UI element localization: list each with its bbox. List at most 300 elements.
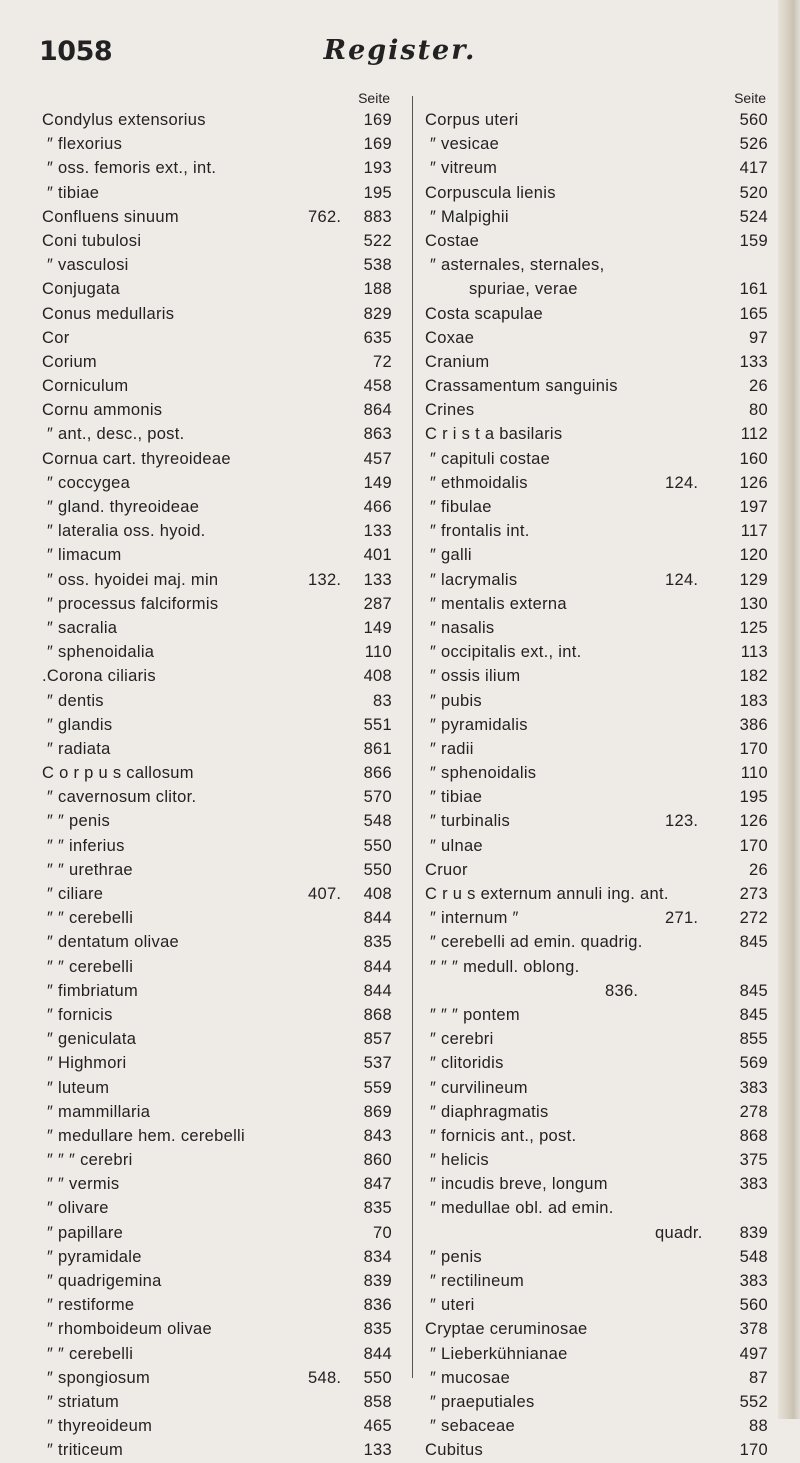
index-entry	[42, 1051, 392, 1075]
entry-page-number: 383	[739, 1078, 768, 1097]
entry-page-number: 169	[363, 111, 392, 129]
entry-page-number: 149	[363, 473, 392, 492]
entry-page-number: 570	[363, 788, 392, 807]
entry-term: C r u s externum annuli ing. ant.	[425, 885, 669, 903]
entry-term: ″ Lieberkühnianae	[430, 1344, 568, 1363]
entry-term: ″ ethmoidalis	[430, 473, 528, 492]
entry-page-number: 835	[363, 933, 392, 952]
index-entry	[425, 640, 768, 664]
index-entry	[42, 1414, 392, 1438]
index-entry	[42, 592, 392, 616]
entry-term: ″ penis	[430, 1247, 482, 1266]
index-entry	[42, 326, 392, 350]
entry-page-number: 864	[363, 401, 392, 420]
entry-term: ″ mammillaria	[47, 1102, 151, 1121]
entry-term: ″ fibulae	[430, 498, 492, 516]
index-entry	[42, 689, 392, 713]
entry-page-number: 386	[739, 715, 768, 734]
entry-page-number: 635	[363, 328, 392, 347]
entry-page-number: 272	[739, 909, 768, 928]
entry-page-number: 839	[739, 1223, 768, 1242]
entry-page-number: 170	[739, 739, 768, 758]
entry-page-number: 133	[363, 522, 392, 541]
entry-term: ″ sacralia	[47, 618, 118, 637]
right-column	[425, 88, 768, 1463]
entry-page-number: 113	[740, 643, 768, 662]
entry-page-number: 125	[739, 618, 768, 637]
entry-term: ″ dentis	[47, 691, 104, 710]
entry-page-number: 845	[739, 933, 768, 952]
entry-term: ″ ″ ″ pontem	[430, 1005, 520, 1024]
entry-page-number: 401	[363, 546, 392, 565]
index-entry	[425, 955, 768, 979]
index-entry	[42, 955, 392, 979]
index-entry	[425, 930, 768, 954]
index-entry	[42, 253, 392, 277]
entry-page-number: 375	[739, 1151, 768, 1170]
entry-start-page: 407.	[308, 885, 342, 903]
entry-page-number: 383	[739, 1272, 768, 1290]
index-entry	[42, 1317, 392, 1341]
index-entry	[425, 592, 768, 616]
entry-page-number: 182	[739, 667, 768, 686]
index-entry	[42, 906, 392, 930]
index-entry	[42, 1100, 392, 1124]
index-entry	[425, 1245, 768, 1269]
entry-term: ″ luteum	[47, 1078, 110, 1097]
index-entry	[42, 471, 392, 495]
page-number: 1058	[39, 36, 113, 67]
entry-term: ″ ossis ilium	[430, 667, 521, 686]
entry-term: ″ radii	[430, 739, 474, 758]
entry-page-number: 130	[739, 594, 768, 613]
index-entry	[425, 374, 768, 398]
column-divider	[412, 96, 413, 1378]
index-entry	[42, 1196, 392, 1220]
entry-term: quadr.	[655, 1223, 703, 1242]
entry-term: ″ oss. hyoidei maj. min	[47, 570, 219, 589]
index-entry	[42, 882, 392, 906]
entry-page-number: 273	[739, 885, 768, 903]
index-entry	[42, 374, 392, 398]
entry-page-number: 550	[363, 860, 392, 879]
index-entry	[425, 616, 768, 640]
entry-term: ″ ″ penis	[47, 812, 110, 831]
index-entry	[425, 302, 768, 326]
entry-page-number: 522	[363, 231, 392, 250]
index-entry	[425, 326, 768, 350]
index-entry	[42, 519, 392, 543]
entry-page-number: 858	[363, 1392, 392, 1411]
index-entry	[42, 1124, 392, 1148]
entry-term: ″ helicis	[430, 1151, 489, 1170]
entry-term: Cor	[42, 328, 70, 347]
entry-start-page: 124.	[665, 570, 699, 589]
entry-term: ″ lateralia oss. hyoid.	[47, 522, 206, 541]
index-entry	[425, 858, 768, 882]
index-entry	[425, 979, 768, 1003]
entry-term: ″ radiata	[47, 739, 111, 758]
entry-term: ″ tibiae	[47, 183, 100, 202]
entry-term: ″ uteri	[430, 1296, 475, 1315]
index-entry	[42, 108, 392, 132]
index-entry	[42, 1172, 392, 1196]
index-entry	[425, 229, 768, 253]
entry-term: ″ processus falciformis	[47, 594, 219, 613]
entry-page-number: 129	[739, 570, 768, 589]
index-entry	[425, 1196, 768, 1220]
entry-term: Condylus extensorius	[42, 111, 206, 129]
entry-term: Coni tubulosi	[42, 231, 142, 250]
index-entry	[42, 229, 392, 253]
index-entry	[425, 447, 768, 471]
index-entry	[42, 785, 392, 809]
index-entry	[425, 1438, 768, 1462]
entry-page-number: 526	[739, 135, 768, 154]
index-entry	[42, 858, 392, 882]
index-entry	[42, 1293, 392, 1317]
entry-term: ″ limacum	[47, 546, 122, 565]
entry-page-number: 378	[739, 1320, 768, 1339]
entry-term: ″ lacrymalis	[430, 570, 518, 589]
index-entry	[42, 616, 392, 640]
entry-start-page: 271.	[665, 909, 699, 928]
entry-page-number: 458	[363, 377, 392, 396]
index-entry	[42, 495, 392, 519]
entry-term: ″ vesicae	[430, 135, 500, 154]
entry-term: ″ praeputiales	[430, 1392, 535, 1411]
index-entry	[425, 1051, 768, 1075]
entry-term: ″ turbinalis	[430, 812, 511, 831]
right-index-list	[425, 108, 768, 1463]
entry-page-number: 126	[739, 812, 768, 831]
entry-page-number: 133	[363, 570, 392, 589]
entry-page-number: 834	[363, 1247, 392, 1266]
entry-term: ″ occipitalis ext., int.	[430, 643, 582, 662]
entry-page-number: 466	[363, 498, 392, 516]
entry-term: Corpus uteri	[425, 111, 519, 129]
entry-term: ″ ant., desc., post.	[47, 425, 185, 444]
index-entry	[42, 156, 392, 180]
entry-page-number: 188	[363, 280, 392, 299]
index-entry	[425, 1269, 768, 1293]
index-entry	[42, 447, 392, 471]
entry-page-number: 133	[739, 352, 768, 371]
entry-term: ″ cerebelli ad emin. quadrig.	[430, 933, 643, 952]
entry-page-number: 844	[363, 957, 392, 976]
seite-label: Seite	[358, 90, 390, 106]
index-entry	[425, 398, 768, 422]
index-entry	[425, 809, 768, 833]
index-entry	[425, 543, 768, 567]
index-entry	[425, 1390, 768, 1414]
entry-term: ″ pyramidalis	[430, 715, 528, 734]
entry-term: ″ dentatum olivae	[47, 933, 180, 952]
entry-term: ″ curvilineum	[430, 1078, 528, 1097]
entry-term: ″ ″ inferius	[47, 836, 125, 855]
entry-term: C r i s t a basilaris	[425, 425, 563, 444]
index-entry	[425, 495, 768, 519]
entry-term: ″ Malpighii	[430, 207, 509, 226]
index-entry	[425, 108, 768, 132]
entry-term: Corniculum	[42, 377, 129, 396]
index-entry	[425, 422, 768, 446]
entry-term: Confluens sinuum	[42, 207, 179, 226]
entry-page-number: 83	[373, 691, 392, 710]
index-entry	[425, 568, 768, 592]
entry-term: ″ ″ cerebelli	[47, 957, 134, 976]
index-entry	[425, 689, 768, 713]
index-entry	[42, 761, 392, 785]
index-entry	[425, 1027, 768, 1051]
entry-term: ″ asternales, sternales,	[430, 256, 605, 275]
entry-term: ″ fornicis	[47, 1005, 113, 1024]
entry-term: ″ gland. thyreoideae	[47, 498, 200, 516]
index-entry	[425, 906, 768, 930]
entry-term: ″ ″ urethrae	[47, 860, 133, 879]
entry-term: ″ vitreum	[430, 159, 498, 178]
index-entry	[42, 543, 392, 567]
entry-term: ″ ″ cerebelli	[47, 1344, 134, 1363]
index-entry	[42, 1366, 392, 1390]
index-entry	[425, 1342, 768, 1366]
entry-page-number: 866	[363, 764, 392, 783]
index-entry	[425, 350, 768, 374]
entry-term: ″ ″ ″ cerebri	[47, 1151, 133, 1170]
index-entry	[425, 1221, 768, 1245]
entry-page-number: 847	[363, 1175, 392, 1194]
index-entry	[425, 253, 768, 277]
index-entry	[425, 785, 768, 809]
entry-term: ″ triticeum	[47, 1441, 124, 1460]
entry-page-number: 26	[749, 377, 768, 396]
entry-page-number: 550	[363, 836, 392, 855]
entry-term: ″ medullare hem. cerebelli	[47, 1126, 245, 1145]
entry-page-number: 550	[363, 1368, 392, 1387]
entry-term: ″ sphenoidalis	[430, 764, 537, 783]
running-head: Register.	[323, 35, 477, 66]
entry-page-number: 72	[373, 352, 392, 371]
index-entry	[42, 302, 392, 326]
entry-page-number: 70	[373, 1223, 392, 1242]
entry-term: spuriae, verae	[469, 280, 578, 299]
index-entry	[425, 1293, 768, 1317]
index-entry	[42, 1003, 392, 1027]
entry-start-page: 124.	[665, 473, 699, 492]
entry-page-number: 26	[749, 860, 768, 879]
entry-term: ″ fimbriatum	[47, 981, 139, 1000]
entry-page-number: 465	[363, 1417, 392, 1436]
entry-page-number: 860	[363, 1151, 392, 1170]
entry-page-number: 112	[740, 425, 768, 444]
index-entry	[42, 205, 392, 229]
left-index-list	[42, 108, 392, 1463]
index-entry	[425, 664, 768, 688]
entry-page-number: 149	[363, 618, 392, 637]
index-entry	[42, 737, 392, 761]
entry-page-number: 869	[363, 1102, 392, 1121]
entry-page-number: 844	[363, 909, 392, 928]
index-entry	[425, 834, 768, 858]
entry-term: Costa scapulae	[425, 304, 543, 323]
entry-page-number: 88	[749, 1417, 768, 1436]
index-entry	[425, 181, 768, 205]
entry-term: ″ galli	[430, 546, 472, 565]
index-entry	[425, 156, 768, 180]
index-entry	[425, 132, 768, 156]
entry-page-number: 538	[363, 256, 392, 275]
entry-term: Conus medullaris	[42, 304, 175, 323]
index-entry	[42, 350, 392, 374]
entry-term: ″ mentalis externa	[430, 594, 567, 613]
entry-page-number: 844	[363, 1344, 392, 1363]
entry-page-number: 883	[363, 207, 392, 226]
entry-term: Conjugata	[42, 280, 120, 299]
entry-term: Cornua cart. thyreoideae	[42, 449, 231, 468]
entry-page-number: 278	[739, 1102, 768, 1121]
index-entry	[425, 205, 768, 229]
entry-term: ″ olivare	[47, 1199, 109, 1218]
entry-term: ″ clitoridis	[430, 1054, 504, 1073]
index-entry	[42, 568, 392, 592]
entry-term: ″ pyramidale	[47, 1247, 142, 1266]
index-entry	[425, 1414, 768, 1438]
index-entry	[42, 1148, 392, 1172]
index-entry	[42, 1076, 392, 1100]
index-entry	[42, 1390, 392, 1414]
index-entry	[42, 1221, 392, 1245]
entry-term: ″ ciliare	[47, 885, 104, 903]
entry-page-number: 552	[739, 1392, 768, 1411]
index-entry	[425, 761, 768, 785]
entry-page-number: 110	[740, 764, 768, 783]
entry-page-number: 497	[739, 1344, 768, 1363]
entry-page-number: 861	[363, 739, 392, 758]
entry-term: C o r p u s callosum	[42, 764, 194, 783]
index-entry	[425, 1076, 768, 1100]
entry-page-number: 829	[363, 304, 392, 323]
index-entry	[425, 1100, 768, 1124]
entry-term: ″ Highmori	[47, 1054, 127, 1073]
entry-term: ″ quadrigemina	[47, 1272, 162, 1290]
index-entry	[425, 713, 768, 737]
entry-page-number: 133	[363, 1441, 392, 1460]
entry-term: Crassamentum sanguinis	[425, 377, 618, 396]
entry-term: 836.	[605, 981, 639, 1000]
entry-page-number: 160	[739, 449, 768, 468]
entry-term: ″ fornicis ant., post.	[430, 1126, 577, 1145]
entry-page-number: 195	[363, 183, 392, 202]
entry-term: ″ tibiae	[430, 788, 483, 807]
entry-page-number: 560	[739, 111, 768, 129]
index-entry	[42, 422, 392, 446]
entry-term: Cranium	[425, 352, 490, 371]
index-entry	[42, 277, 392, 301]
entry-start-page: 762.	[308, 207, 342, 226]
entry-page-number: 183	[739, 691, 768, 710]
index-entry	[42, 979, 392, 1003]
index-entry	[425, 519, 768, 543]
entry-page-number: 844	[363, 981, 392, 1000]
entry-page-number: 857	[363, 1030, 392, 1049]
index-entry	[42, 181, 392, 205]
entry-page-number: 551	[363, 715, 392, 734]
entry-page-number: 520	[739, 183, 768, 202]
index-entry	[42, 640, 392, 664]
index-entry	[42, 1027, 392, 1051]
entry-page-number: 165	[739, 304, 768, 323]
entry-term: ″ vasculosi	[47, 256, 129, 275]
entry-term: ″ diaphragmatis	[430, 1102, 549, 1121]
entry-page-number: 559	[363, 1078, 392, 1097]
index-entry	[42, 1245, 392, 1269]
entry-term: Coxae	[425, 328, 475, 347]
entry-page-number: 417	[739, 159, 768, 178]
entry-page-number: 868	[363, 1005, 392, 1024]
entry-term: ″ internum ″	[430, 909, 519, 928]
entry-term: ″ glandis	[47, 715, 113, 734]
index-entry	[42, 1269, 392, 1293]
entry-term: ″ coccygea	[47, 473, 131, 492]
entry-term: Corium	[42, 352, 97, 371]
entry-term: ″ ″ cerebelli	[47, 909, 134, 928]
entry-page-number: 845	[739, 981, 768, 1000]
entry-term: ″ medullae obl. ad emin.	[430, 1199, 614, 1218]
entry-page-number: 197	[739, 498, 768, 516]
index-entry	[425, 1003, 768, 1027]
index-entry	[42, 132, 392, 156]
entry-page-number: 170	[739, 1441, 768, 1460]
entry-page-number: 843	[363, 1126, 392, 1145]
entry-page-number: 117	[740, 522, 768, 541]
page-edge	[778, 0, 800, 1419]
entry-term: ″ striatum	[47, 1392, 120, 1411]
entry-page-number: 845	[739, 1005, 768, 1024]
entry-term: ″ frontalis int.	[430, 522, 530, 541]
entry-page-number: 835	[363, 1320, 392, 1339]
entry-term: ″ capituli costae	[430, 449, 551, 468]
entry-term: Crines	[425, 401, 475, 420]
entry-term: ″ thyreoideum	[47, 1417, 153, 1436]
entry-page-number: 863	[363, 425, 392, 444]
entry-page-number: 560	[739, 1296, 768, 1315]
entry-page-number: 408	[363, 885, 392, 903]
entry-page-number: 195	[739, 788, 768, 807]
entry-page-number: 87	[749, 1368, 768, 1387]
index-entry	[425, 277, 768, 301]
index-entry	[425, 1148, 768, 1172]
entry-page-number: 569	[739, 1054, 768, 1073]
index-entry	[42, 1438, 392, 1462]
entry-start-page: 548.	[308, 1368, 342, 1387]
entry-page-number: 80	[749, 401, 768, 420]
entry-page-number: 855	[739, 1030, 768, 1049]
entry-term: ″ cerebri	[430, 1030, 494, 1049]
entry-term: Corpuscula lienis	[425, 183, 556, 202]
entry-page-number: 868	[739, 1126, 768, 1145]
entry-page-number: 170	[739, 836, 768, 855]
entry-term: ″ sebaceae	[430, 1417, 515, 1436]
entry-page-number: 408	[363, 667, 392, 686]
index-entry	[42, 398, 392, 422]
entry-term: ″ nasalis	[430, 618, 495, 637]
entry-term: ″ rhomboideum olivae	[47, 1320, 213, 1339]
entry-start-page: 132.	[308, 570, 342, 589]
entry-term: Cornu ammonis	[42, 401, 163, 420]
entry-page-number: 120	[739, 546, 768, 565]
entry-term: ″ papillare	[47, 1223, 124, 1242]
entry-page-number: 161	[739, 280, 768, 299]
